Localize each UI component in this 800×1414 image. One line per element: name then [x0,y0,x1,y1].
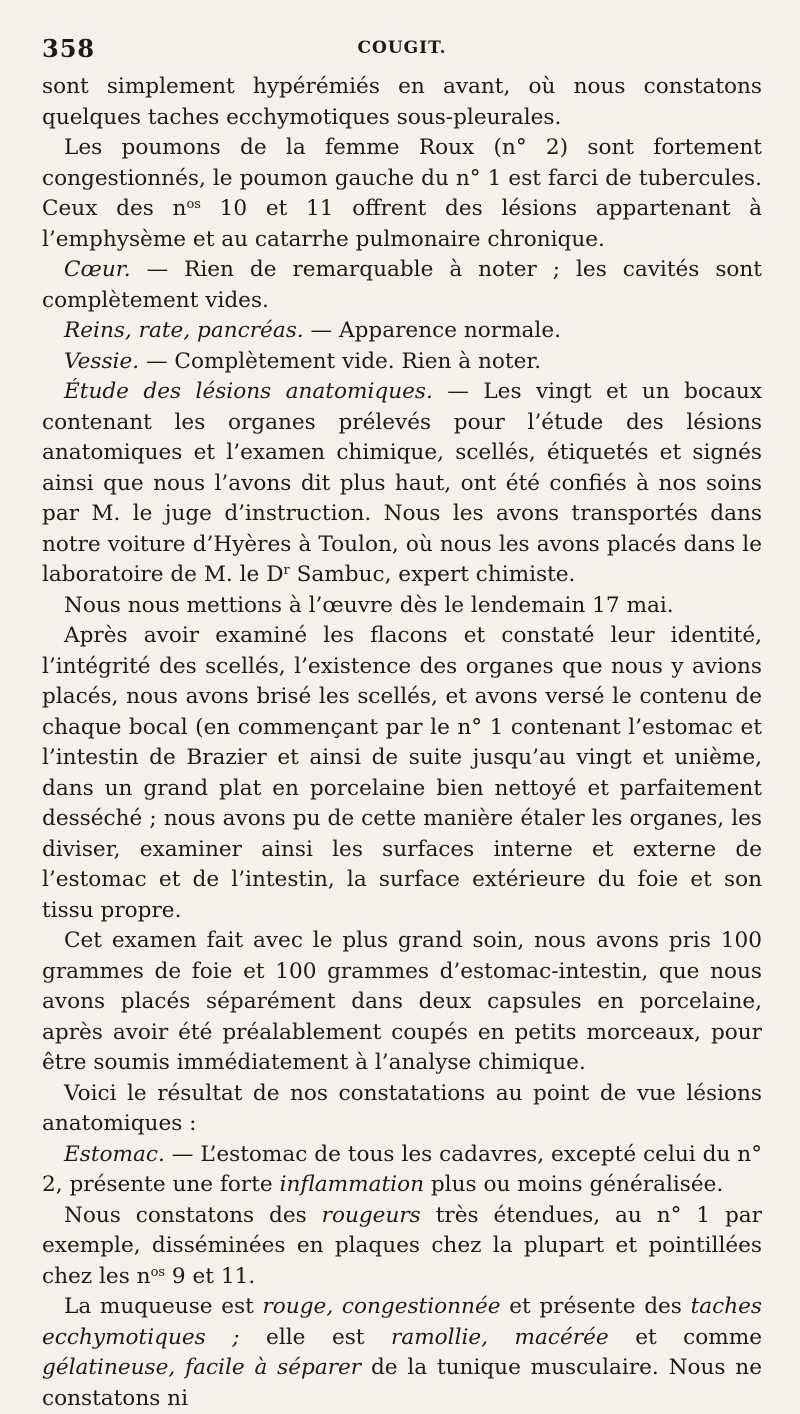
paragraph-text: Après avoir examiné les flacons et constaté leur identité, l’intégrité des scellés, l’existence des organes que nous y avions placés, nous avons brisé les scellés, et avons versé le contenu de chaque bocal (en commençant par le n° 1 contenant l’estomac et l’intestin de Brazier et ainsi de suite jusqu’au vingt et unième, dans un grand plat en porcelaine bien nettoyé et parfaitement desséché ; nous avons pu de cette manière étaler les organes, les diviser, examiner ainsi les surfaces interne et externe de l’estomac et de l’intestin, la surface extérieure du foie et son tissu propre. [42,623,762,923]
superscript: os [186,197,201,212]
paragraph-text: — Les vingt et un bocaux contenant les organes prélevés pour l’étude des lésions anatomiques et l’examen chimique, scellés, étiquetés et signés ainsi que nous l’avons dit plus haut, ont été confiés à nos soins par M. le juge d’instruction. Nous les avons transportés dans notre voiture d’Hyères à Toulon, où nous les avons placés dans le laboratoire de M. le D [42,379,762,587]
paragraph [42,1201,762,1293]
paragraph [42,621,762,926]
paragraph-text: — Apparence normale. [303,318,561,343]
running-head: COUGIT. [357,38,447,58]
paragraph [42,377,762,591]
paragraph-text: 10 et 11 offrent des lésions appartenant à l’emphysème et au catarrhe pulmonaire chronique. [42,196,762,252]
paragraph-text: et présente des [500,1294,691,1319]
section-lead: Vessie. [64,348,140,374]
paragraph [42,133,762,255]
paragraph [42,926,762,1079]
emphasis: inflammation [279,1172,424,1197]
emphasis: rouge, congestionnée [262,1294,501,1319]
paragraph-text: elle est [239,1324,391,1350]
paragraph-text: Nous constatons des [64,1202,322,1228]
emphasis: taches ecchymotiques ; [42,1294,762,1350]
paragraph-text: La muqueuse est [64,1294,263,1319]
paragraph-text: Sambuc, expert chimiste. [289,562,576,587]
paragraph-text: Voici le résultat de nos constatations au point de vue lésions anatomiques : [42,1080,762,1136]
page-body [42,72,762,1414]
paragraph-text: 9 et 11. [165,1263,256,1289]
paragraph [42,255,762,316]
section-lead: Estomac. [64,1141,165,1167]
paragraph [42,1292,762,1414]
paragraph-text: de la tunique musculaire. Nous ne constatons ni [42,1355,762,1411]
paragraph-text: — L’estomac de tous les cadavres, excepté celui du n° 2, présente une forte [42,1141,762,1197]
page-number: 358 [42,34,96,63]
paragraph [42,1079,762,1140]
book-page [42,28,762,1414]
emphasis: gélatineuse, facile à séparer [42,1355,362,1380]
paragraph-text: — Rien de remarquable à noter ; les cavités sont complètement vides. [42,257,762,313]
superscript: os [150,1264,166,1280]
paragraph-text: Cet examen fait avec le plus grand soin, nous avons pris 100 grammes de foie et 100 grammes d’estomac-intestin, que nous avons placés séparément dans deux capsules en porcelaine, après avoir été préalablement coupés en petits morceaux, pour être soumis immédiatement à l’analyse chimique. [42,928,762,1075]
paragraph [42,1140,762,1201]
paragraph-text: — Complètement vide. Rien à noter. [139,348,542,374]
paragraph-text: plus ou moins généralisée. [424,1172,724,1197]
paragraph-text: très étendues, au n° 1 par exemple, disséminées en plaques chez la plupart et pointillées chez les n [42,1202,762,1289]
emphasis: ramollie, macérée [391,1324,609,1350]
paragraph [42,316,762,347]
paragraph-text: Nous nous mettions à l’œuvre dès le lendemain 17 mai. [64,592,674,618]
paragraph [42,347,762,378]
paragraph-text: et comme [608,1324,762,1350]
paragraph [42,72,762,133]
section-lead: Reins, rate, pancréas. [64,318,304,343]
page-header [42,28,762,72]
paragraph [42,591,762,622]
emphasis: rougeurs [321,1202,421,1228]
section-lead: Étude des lésions anatomiques. [64,379,433,404]
paragraph-text: sont simplement hypérémiés en avant, où nous constatons quelques taches ecchymotiques sous-pleurales. [42,74,762,130]
superscript: r [283,563,290,578]
paragraph-text: Les poumons de la femme Roux (n° 2) sont fortement congestionnés, le poumon gauche du n° 1 est farci de tubercules. Ceux des n [42,135,762,221]
section-lead: Cœur. [64,257,131,282]
